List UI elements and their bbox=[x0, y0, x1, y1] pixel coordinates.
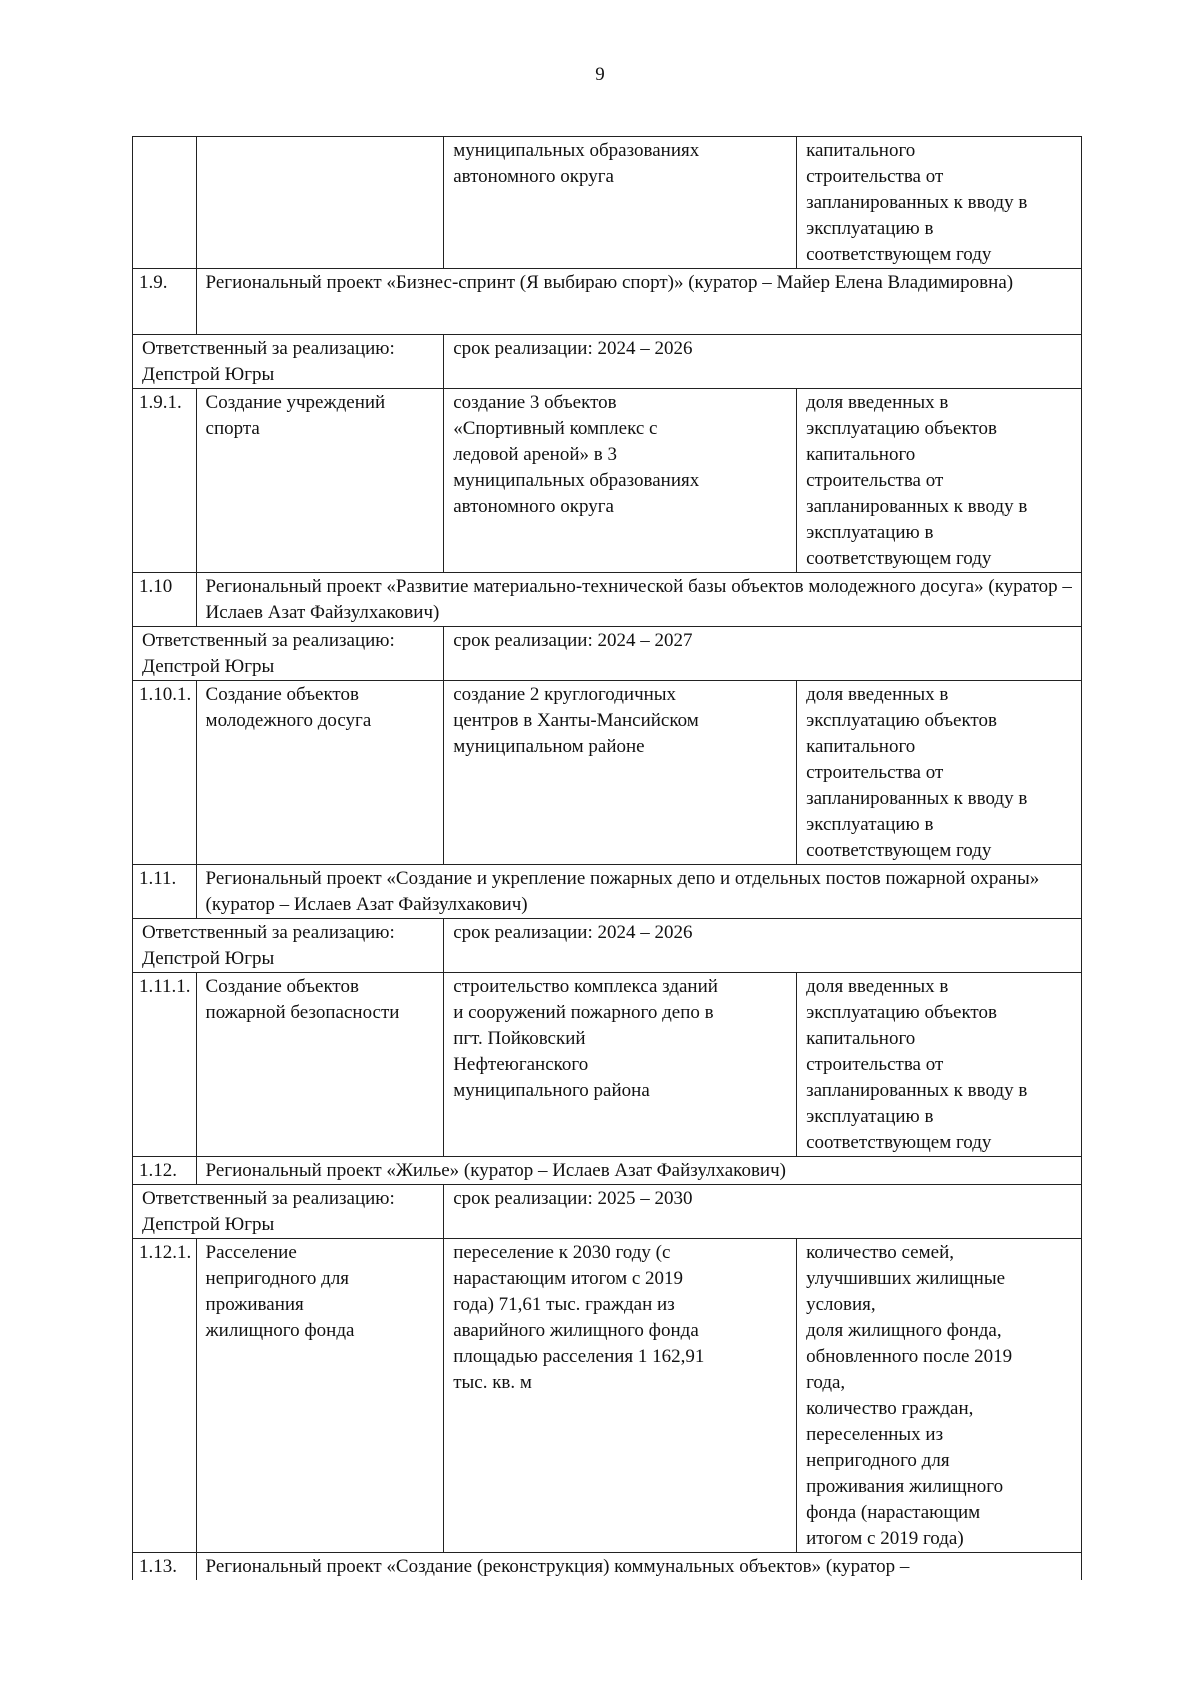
item-indicator: количество семей, улучшивших жилищные условия, доля жилищного фонда, обновленного после 2019 года, количество граждан, переселенных из непригодного для проживания жилищного фонда (нарастающим итогом с 2019 года) bbox=[797, 1239, 1082, 1553]
item-result: создание 2 круглогодичных центров в Ханты-Мансийском муниципальном районе bbox=[444, 681, 797, 865]
item-number: 1.11.1. bbox=[133, 973, 197, 1157]
item-name: Расселение непригодного для проживания жилищного фонда bbox=[196, 1239, 444, 1553]
item-indicator: доля введенных в эксплуатацию объектов капитального строительства от запланированных к вводу в эксплуатацию в соответствующем году bbox=[797, 389, 1082, 573]
section-title-row bbox=[133, 1157, 1082, 1185]
section-meta-row bbox=[133, 919, 1082, 973]
item-name: Создание учреждений спорта bbox=[196, 389, 444, 573]
section-meta-row bbox=[133, 627, 1082, 681]
section-title-row bbox=[133, 573, 1082, 627]
section-meta-row bbox=[133, 1185, 1082, 1239]
section-title: Региональный проект «Создание и укрепление пожарных депо и отдельных постов пожарной охраны» (куратор – Ислаев Азат Файзулхакович) bbox=[196, 865, 1081, 919]
item-number: 1.9.1. bbox=[133, 389, 197, 573]
term: срок реализации: 2025 – 2030 bbox=[444, 1185, 1082, 1239]
section-meta-row bbox=[133, 335, 1082, 389]
section-title: Региональный проект «Развитие материально-технической базы объектов молодежного досуга» (куратор – Ислаев Азат Файзулхакович) bbox=[196, 573, 1081, 627]
section-number: 1.12. bbox=[133, 1157, 197, 1185]
section-title: Региональный проект «Создание (реконструкция) коммунальных объектов» (куратор – bbox=[196, 1553, 1081, 1581]
page-number: 9 bbox=[595, 64, 605, 85]
section-number: 1.13. bbox=[133, 1553, 197, 1581]
item-indicator: доля введенных в эксплуатацию объектов капитального строительства от запланированных к вводу в эксплуатацию в соответствующем году bbox=[797, 973, 1082, 1157]
responsible: Ответственный за реализацию: Депстрой Югры bbox=[133, 1185, 444, 1239]
term: срок реализации: 2024 – 2027 bbox=[444, 627, 1082, 681]
item-row bbox=[133, 973, 1082, 1157]
section-title-row bbox=[133, 865, 1082, 919]
term: срок реализации: 2024 – 2026 bbox=[444, 919, 1082, 973]
continuation-row bbox=[133, 137, 1082, 269]
section-title: Региональный проект «Жилье» (куратор – Ислаев Азат Файзулхакович) bbox=[196, 1157, 1081, 1185]
section-title-row bbox=[133, 1553, 1082, 1581]
item-number: 1.10.1. bbox=[133, 681, 197, 865]
responsible: Ответственный за реализацию: Депстрой Югры bbox=[133, 335, 444, 389]
section-number: 1.11. bbox=[133, 865, 197, 919]
item-row bbox=[133, 389, 1082, 573]
responsible: Ответственный за реализацию: Депстрой Югры bbox=[133, 627, 444, 681]
item-name: Создание объектов молодежного досуга bbox=[196, 681, 444, 865]
program-table bbox=[132, 136, 1082, 1580]
item-row bbox=[133, 681, 1082, 865]
responsible: Ответственный за реализацию: Депстрой Югры bbox=[133, 919, 444, 973]
cell-number bbox=[133, 137, 197, 269]
item-result: создание 3 объектов «Спортивный комплекс с ледовой ареной» в 3 муниципальных образованиях автономного округа bbox=[444, 389, 797, 573]
term: срок реализации: 2024 – 2026 bbox=[444, 335, 1082, 389]
cell-indicator: капитального строительства от запланированных к вводу в эксплуатацию в соответствующем году bbox=[797, 137, 1082, 269]
item-result: переселение к 2030 году (с нарастающим итогом с 2019 года) 71,61 тыс. граждан из аварийного жилищного фонда площадью расселения 1 162,91 тыс. кв. м bbox=[444, 1239, 797, 1553]
section-title-row bbox=[133, 269, 1082, 335]
section-number: 1.9. bbox=[133, 269, 197, 335]
item-row bbox=[133, 1239, 1082, 1553]
section-title: Региональный проект «Бизнес-спринт (Я выбираю спорт)» (куратор – Майер Елена Владимировна) bbox=[196, 269, 1081, 335]
item-number: 1.12.1. bbox=[133, 1239, 197, 1553]
cell-result: муниципальных образованиях автономного округа bbox=[444, 137, 797, 269]
item-name: Создание объектов пожарной безопасности bbox=[196, 973, 444, 1157]
item-result: строительство комплекса зданий и сооружений пожарного депо в пгт. Пойковский Нефтеюганского муниципального района bbox=[444, 973, 797, 1157]
cell-name bbox=[196, 137, 444, 269]
section-number: 1.10 bbox=[133, 573, 197, 627]
item-indicator: доля введенных в эксплуатацию объектов капитального строительства от запланированных к вводу в эксплуатацию в соответствующем году bbox=[797, 681, 1082, 865]
